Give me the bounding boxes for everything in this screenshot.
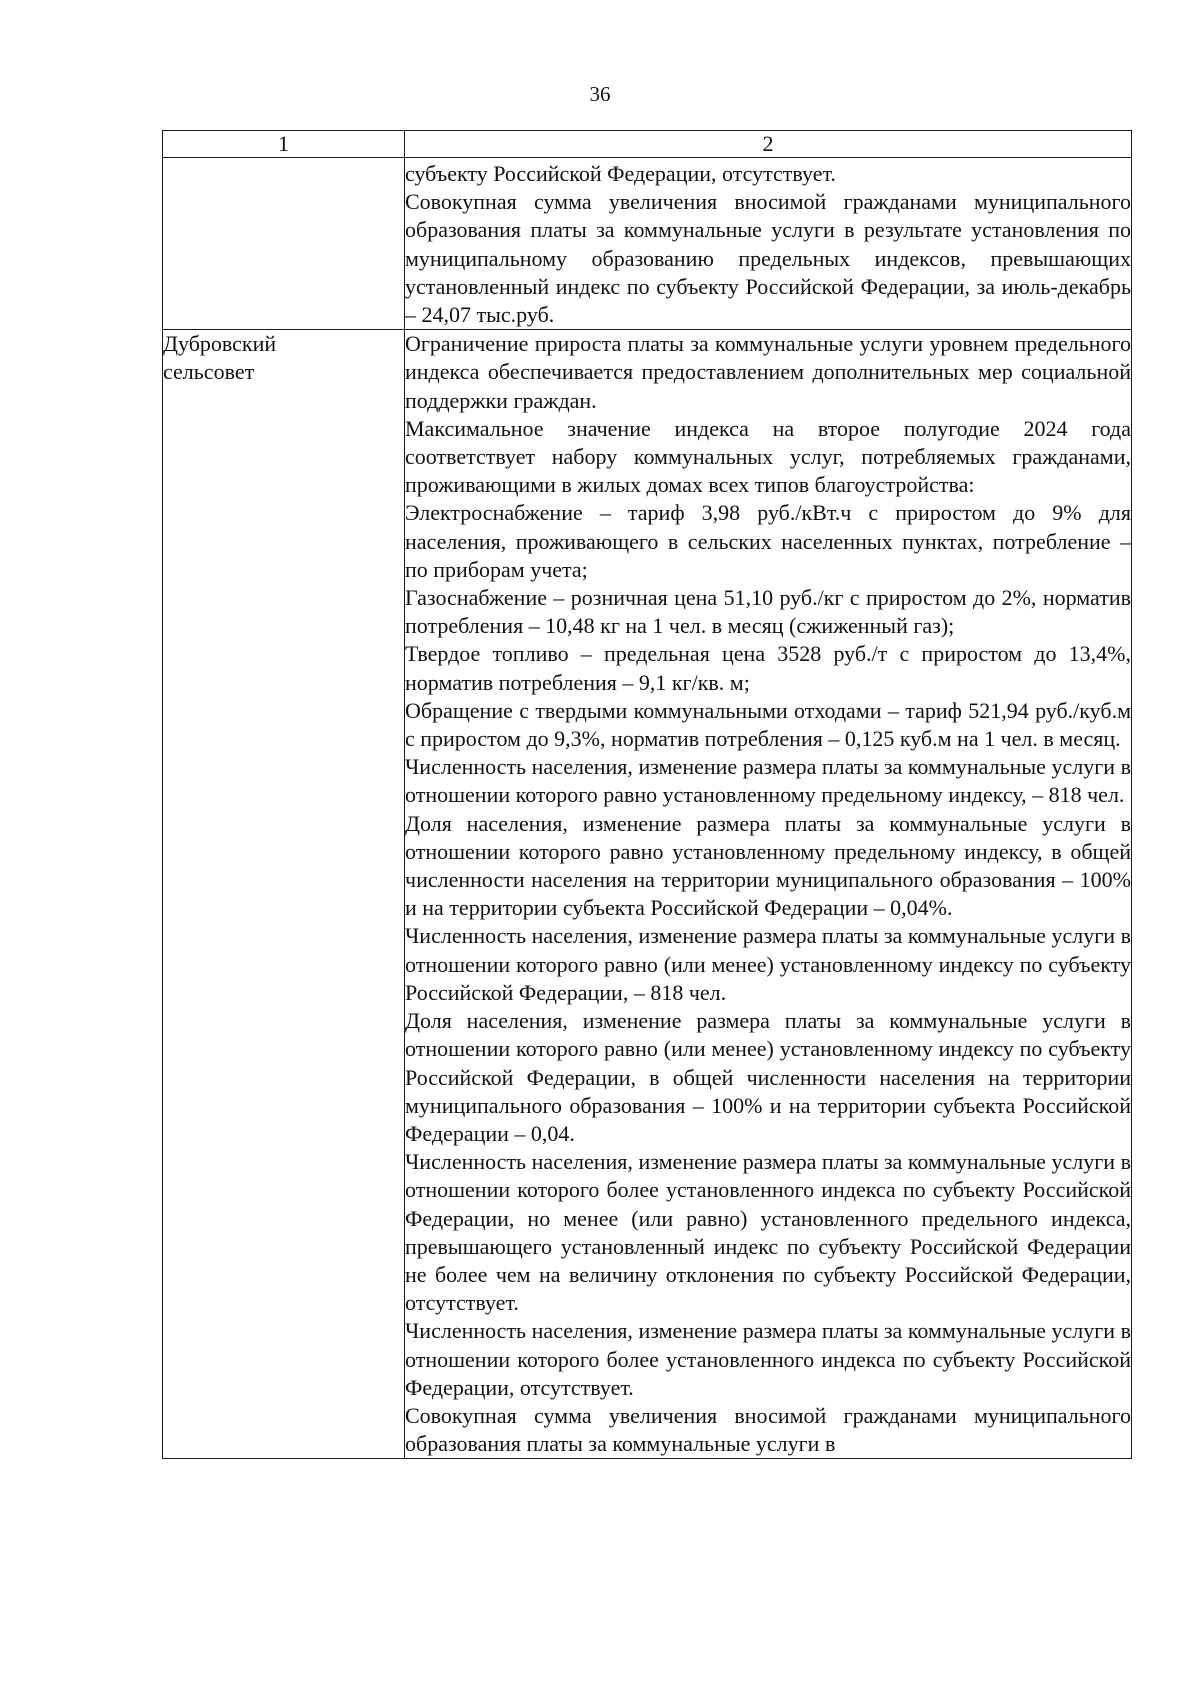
paragraph: Численность населения, изменение размера платы за коммунальные услуги в отношении которого равно (или менее) установленному индексу по субъекту Российской Федерации, – 818 чел. — [405, 923, 1131, 1005]
paragraph: Твердое топливо – предельная цена 3528 руб./т с приростом до 13,4%, норматив потребления – 9,1 кг/кв. м; — [405, 641, 1131, 695]
municipality-cell — [163, 330, 405, 1459]
paragraph: Доля населения, изменение размера платы за коммунальные услуги в отношении которого равно (или менее) установленному индексу по субъекту Российской Федерации, в общей численности населения на территории муниципального образования – 100% и на территории субъекта Российской Федерации – 0,04. — [405, 1008, 1131, 1146]
page-number: 36 — [589, 82, 611, 106]
paragraph: Численность населения, изменение размера платы за коммунальные услуги в отношении которого более установленного индекса по субъекту Российской Федерации, отсутствует. — [405, 1318, 1131, 1400]
paragraph: Обращение с твердыми коммунальными отходами – тариф 521,94 руб./куб.м с приростом до 9,3%, норматив потребления – 0,125 куб.м на 1 чел. в месяц. — [405, 697, 1131, 752]
paragraph: Газоснабжение – розничная цена 51,10 руб./кг с приростом до 2%, норматив потребления – 10,48 кг на 1 чел. в месяц (сжиженный газ); — [405, 585, 1131, 639]
paragraph: Численность населения, изменение размера платы за коммунальные услуги в отношении которого равно установленному предельному индексу, – 818 чел. — [405, 754, 1131, 808]
paragraph: Максимальное значение индекса на второе полугодие 2024 года соответствует набору коммунальных услуг, потребляемых гражданами, проживающими в жилых домах всех типов благоустройства: — [405, 415, 1131, 498]
paragraph: Ограничение прироста платы за коммунальные услуги уровнем предельного индекса обеспечивается предоставлением дополнительных мер социальной поддержки граждан. — [405, 331, 1131, 413]
paragraph: Совокупная сумма увеличения вносимой гражданами муниципального образования платы за коммунальные услуги в результате установления по муниципальному образованию предельных индексов, превышающих установленный индекс по субъекту Российской Федерации, за июль-декабрь – 24,07 тыс.руб. — [405, 189, 1131, 328]
description-cell — [405, 330, 1132, 1459]
description-cell — [405, 158, 1132, 330]
paragraph: субъекту Российской Федерации, отсутствует. — [405, 161, 836, 186]
paragraph: Численность населения, изменение размера платы за коммунальные услуги в отношении которого более установленного индекса по субъекту Российской Федерации, но менее (или равно) установленного предельного индекса, превышающего установленный индекс по субъекту Российской Федерации не более чем на величину отклонения по субъекту Российской Федерации, отсутствует. — [405, 1149, 1131, 1316]
table-row — [163, 158, 1132, 330]
municipality-name-line: сельсовет — [163, 359, 255, 385]
table-row — [163, 330, 1132, 1459]
paragraph: Доля населения, изменение размера платы за коммунальные услуги в отношении которого равно установленному предельному индексу, в общей численности населения на территории муниципального образования – 100% и на территории субъекта Российской Федерации – 0,04%. — [405, 810, 1131, 921]
paragraph: Совокупная сумма увеличения вносимой гражданами муниципального образования платы за коммунальные услуги в — [405, 1402, 1131, 1457]
column-header-1: 1 — [163, 131, 405, 158]
table-header-row — [163, 131, 1132, 158]
paragraph: Электроснабжение – тариф 3,98 руб./кВт.ч с приростом до 9% для населения, проживающего в сельских населенных пунктах, потребление – по приборам учета; — [405, 500, 1131, 582]
municipality-cell — [163, 158, 405, 330]
municipality-name-line: Дубровский — [163, 331, 277, 357]
column-header-2: 2 — [405, 131, 1132, 158]
document-table — [162, 130, 1132, 1459]
